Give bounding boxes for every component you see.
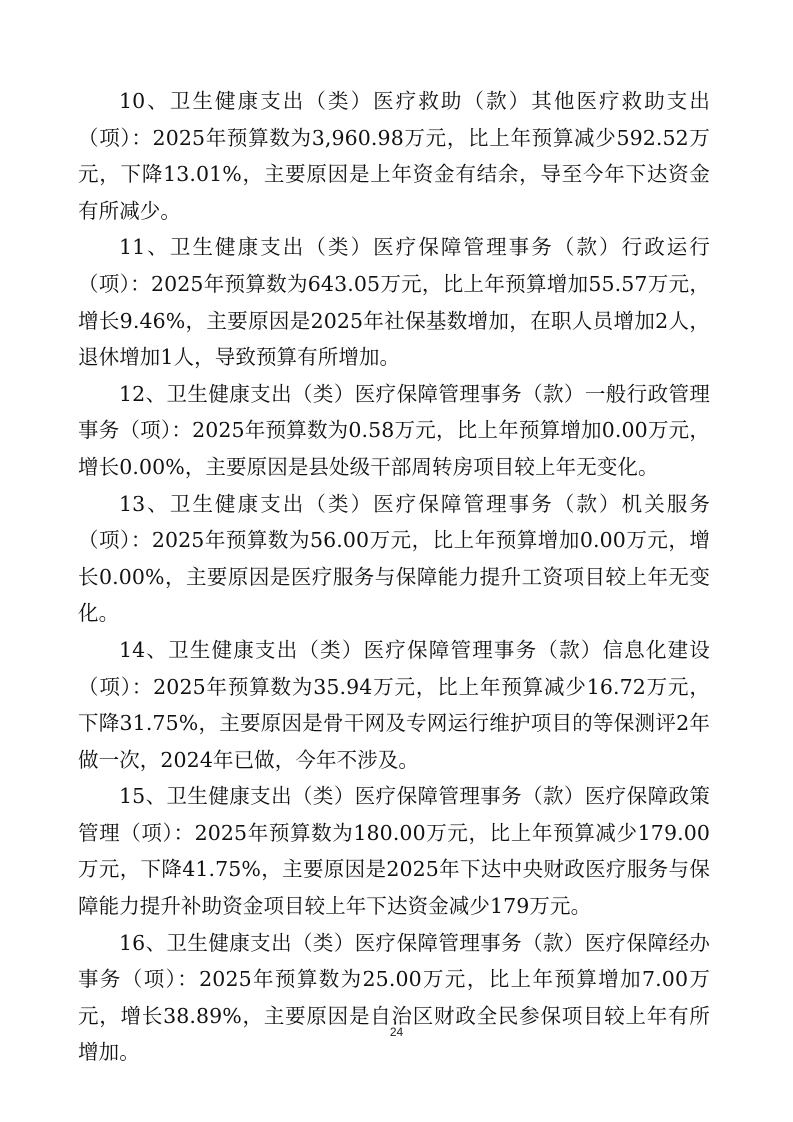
- document-body: [78, 83, 710, 1071]
- budget-item-13-paragraph: 13、卫生健康支出（类）医疗保障管理事务（款）机关服务（项）：2025年预算数为56.00万元，比上年预算增加0.00万元，增长0.00%，主要原因是医疗服务与保障能力提升工资项目较上年无变化。: [78, 491, 710, 626]
- budget-item-15-paragraph: 15、卫生健康支出（类）医疗保障管理事务（款）医疗保障政策管理（项）：2025年预算数为180.00万元，比上年预算减少179.00万元，下降41.75%，主要原因是2025年下达中央财政医疗服务与保障能力提升补助资金项目较上年下达资金减少179万元。: [78, 784, 710, 919]
- budget-item-12-paragraph: 12、卫生健康支出（类）医疗保障管理事务（款）一般行政管理事务（项）：2025年预算数为0.58万元，比上年预算增加0.00万元，增长0.00%，主要原因是县处级干部周转房项目较上年无变化。: [78, 381, 710, 479]
- page-number: 24: [389, 1025, 404, 1039]
- budget-item-16-paragraph: 16、卫生健康支出（类）医疗保障管理事务（款）医疗保障经办事务（项）：2025年预算数为25.00万元，比上年预算增加7.00万元，增长38.89%，主要原因是自治区财政全民参保项目较上年有所增加。: [78, 930, 710, 1065]
- budget-item-14-paragraph: 14、卫生健康支出（类）医疗保障管理事务（款）信息化建设（项）：2025年预算数为35.94万元，比上年预算减少16.72万元，下降31.75%，主要原因是骨干网及专网运行维护项目的等保测评2年做一次，2024年已做，今年不涉及。: [78, 637, 710, 772]
- budget-item-10-paragraph: 10、卫生健康支出（类）医疗救助（款）其他医疗救助支出（项）：2025年预算数为3,960.98万元，比上年预算减少592.52万元，下降13.01%，主要原因是上年资金有结余，导至今年下达资金有所减少。: [78, 89, 710, 223]
- budget-item-11-paragraph: 11、卫生健康支出（类）医疗保障管理事务（款）行政运行（项）：2025年预算数为643.05万元，比上年预算增加55.57万元，增长9.46%，主要原因是2025年社保基数增加，在职人员增加2人，退休增加1人，导致预算有所增加。: [78, 235, 710, 370]
